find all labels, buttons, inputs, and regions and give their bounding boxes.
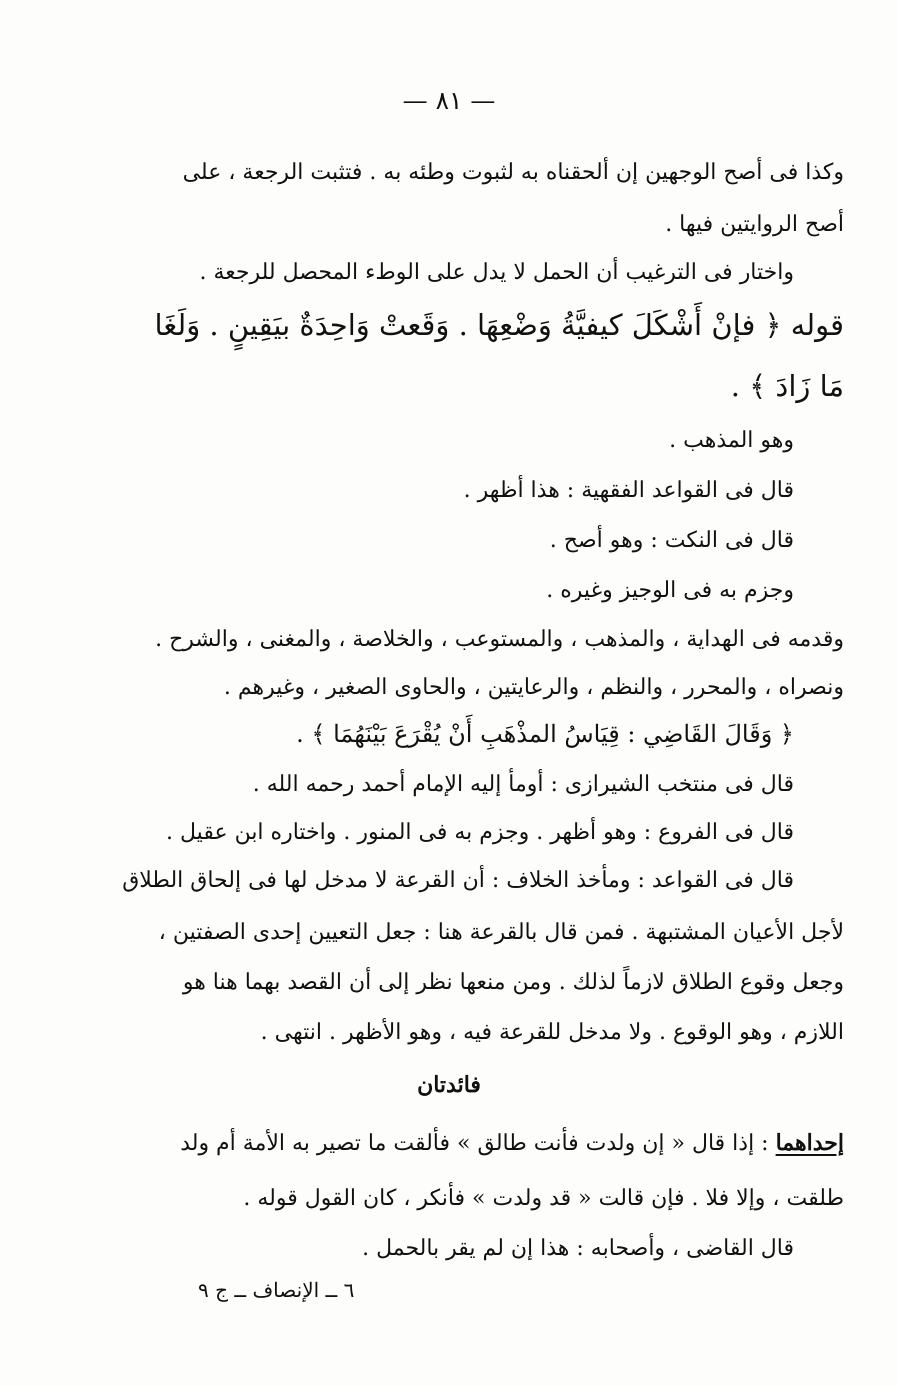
text-line: قال فى الفروع : وهو أظهر . وجزم به فى المنور . واختاره ابن عقيل . [166,820,794,845]
text-line [180,1128,844,1159]
text-line: قال فى منتخب الشيرازى : أومأ إليه الإمام أحمد رحمه الله . [252,772,794,797]
quoted-matn-line: مَا زَادَ ﴾ . [730,369,844,403]
text-line: ونصراه ، والمحرر ، والنظم ، والرعايتين ، والحاوى الصغير ، وغيرهم . [223,675,844,700]
page-number: — ٨١ — [402,86,496,115]
text-line: وهو المذهب . [669,428,794,453]
text-line: وجعل وقوع الطلاق لازماً لذلك . ومن منعها نظر إلى أن القصد بهما هنا هو [182,970,844,995]
text-line: طلقت ، وإلا فلا . فإن قالت « قد ولدت » فأنكر ، كان القول قوله . [243,1186,844,1211]
text-line: اللازم ، وهو الوقوع . ولا مدخل للقرعة فيه ، وهو الأظهر . انتهى . [260,1020,844,1045]
page-footer: ٦ ــ الإنصاف ــ ج ٩ [198,1278,355,1302]
text-line: وجزم به فى الوجيز وغيره . [546,578,794,603]
text-line: لأجل الأعيان المشتبهة . فمن قال بالقرعة هنا : جعل التعيين إحدى الصفتين ، [158,920,844,945]
text-line: وقدمه فى الهداية ، والمذهب ، والمستوعب ، والخلاصة ، والمغنى ، والشرح . [155,627,844,652]
text-line: وكذا فى أصح الوجهين إن ألحقناه به لثبوت وطئه به . فتثبت الرجعة ، على [182,160,844,185]
text-line: قال فى القواعد : ومأخذ الخلاف : أن القرعة لا مدخل لها فى إلحاق الطلاق [122,868,794,893]
lead-word: إحداهما [775,1130,844,1156]
quoted-matn-line: ﴿ وَقَالَ القَاضِي : قِيَاسُ المذْهَبِ أَنْ يُقْرَعَ بَيْنَهُمَا ﴾ . [296,720,794,748]
quoted-matn-line: قوله ﴿ فإنْ أَشْكَلَ كيفيَّةُ وَضْعِهَا . وَقَعتْ وَاحِدَةٌ بيَقِينٍ . وَلَغَا [154,308,844,342]
section-heading: فائدتان [417,1072,481,1098]
text-line: قال القاضى ، وأصحابه : هذا إن لم يقر بالحمل . [362,1236,794,1261]
text-line-rest: : إذا قال « إن ولدت فأنت طالق » فألقت ما تصير به الأمة أم ولد [180,1131,769,1156]
text-line: واختار فى الترغيب أن الحمل لا يدل على الوطء المحصل للرجعة . [199,260,794,285]
text-line: قال فى القواعد الفقهية : هذا أظهر . [463,478,794,503]
text-line: قال فى النكت : وهو أصح . [549,528,794,553]
text-line: أصح الروايتين فيها . [665,212,844,237]
